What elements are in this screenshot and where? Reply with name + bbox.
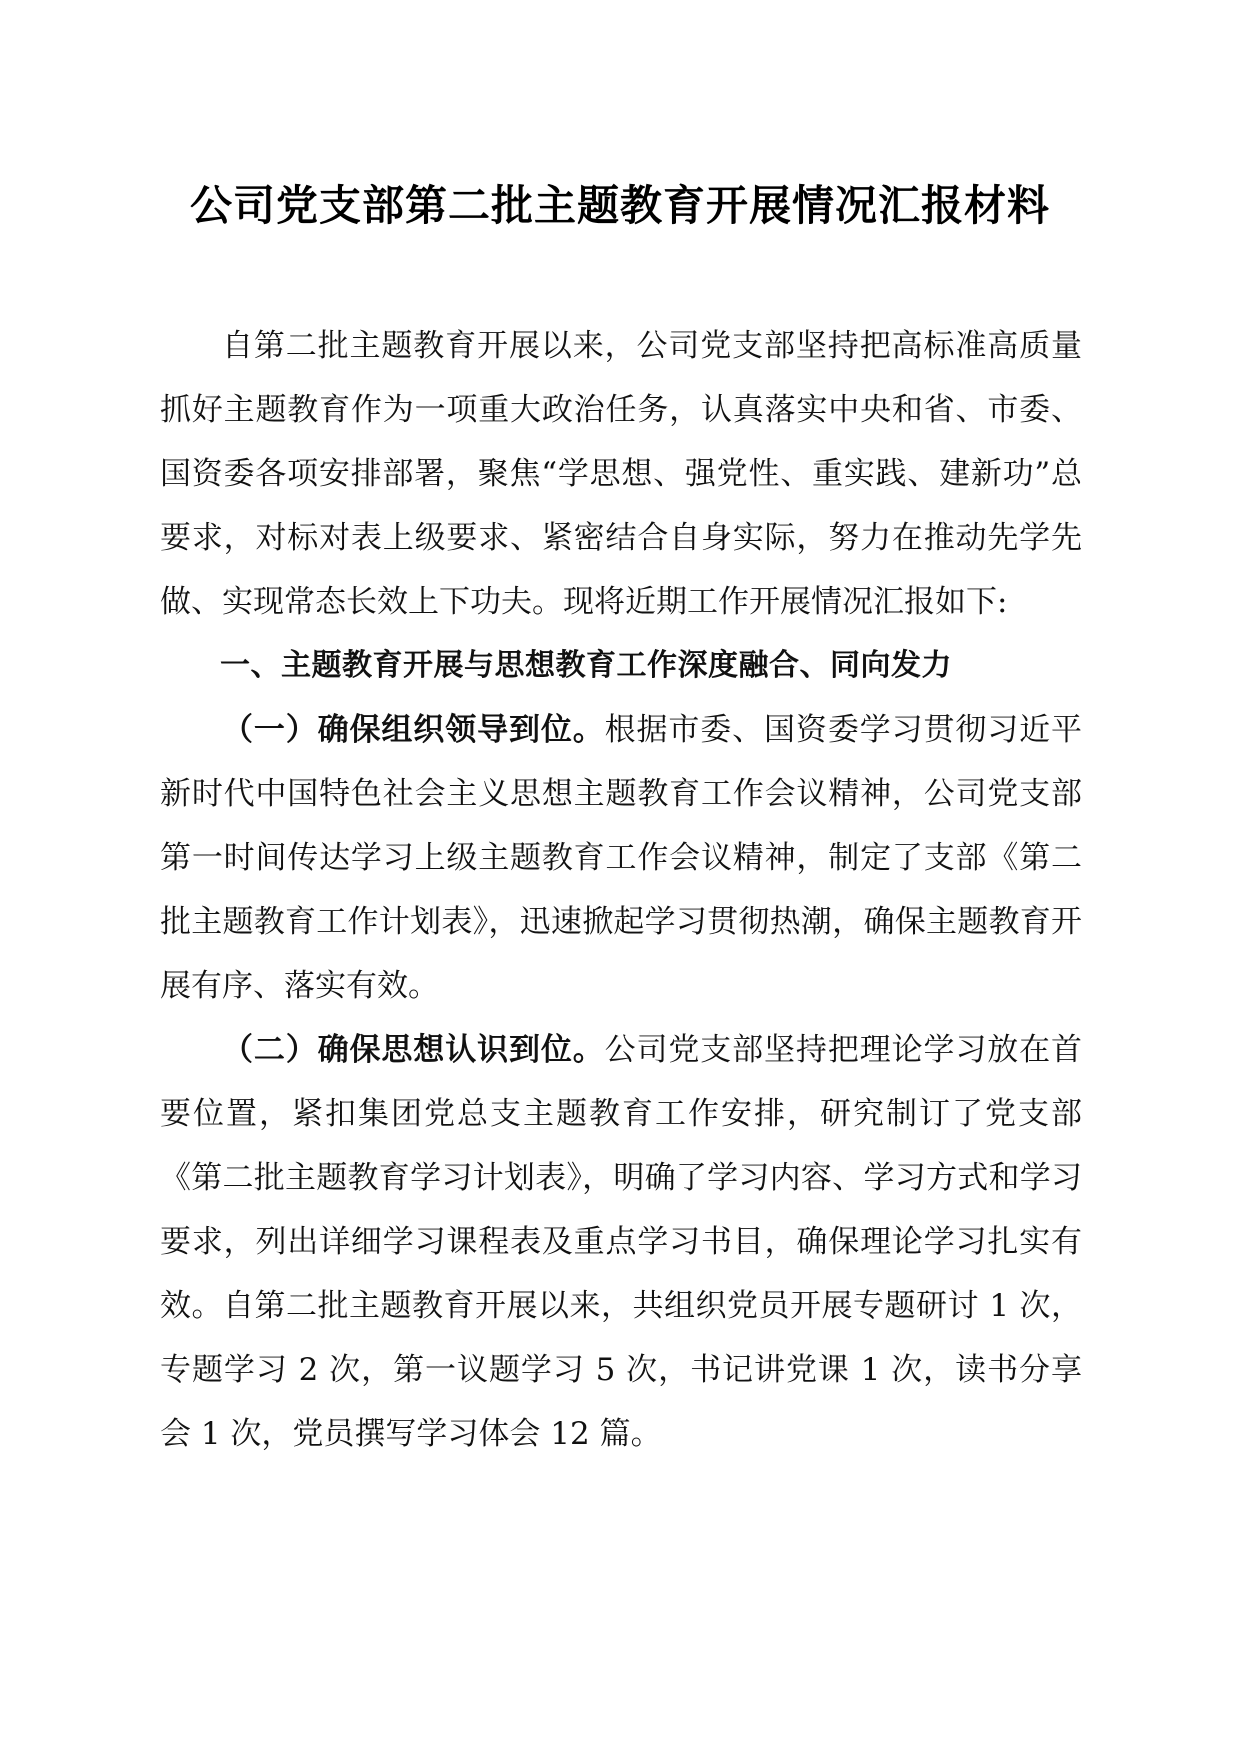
subsection-paragraph-2 xyxy=(160,1018,1082,1466)
subsection-lead-1: （一）确保组织领导到位。 xyxy=(222,712,605,748)
document-body xyxy=(160,314,1082,1466)
subsection-lead-2: （二）确保思想认识到位。 xyxy=(222,1032,605,1068)
subsection-text-2: 公司党支部坚持把理论学习放在首要位置，紧扣集团党总支主题教育工作安排，研究制订了党支部《第二批主题教育学习计划表》，明确了学习内容、学习方式和学习要求，列出详细学习课程表及重点学习书目，确保理论学习扎实有效。自第二批主题教育开展以来，共组织党员开展专题研讨 1 次，专题学习 2 次，第一议题学习 5 次，书记讲党课 1 次，读书分享会 1 次，党员撰写学习体会 12 篇。 xyxy=(160,1032,1083,1452)
subsection-paragraph-1 xyxy=(160,698,1082,1018)
intro-paragraph: 自第二批主题教育开展以来，公司党支部坚持把高标准高质量抓好主题教育作为一项重大政治任务，认真落实中央和省、市委、国资委各项安排部署，聚焦“学思想、强党性、重实践、建新功”总要求，对标对表上级要求、紧密结合自身实际，努力在推动先学先做、实现常态长效上下功夫。现将近期工作开展情况汇报如下: xyxy=(160,328,1082,620)
subsection-text-1: 根据市委、国资委学习贯彻习近平新时代中国特色社会主义思想主题教育工作会议精神，公司党支部第一时间传达学习上级主题教育工作会议精神，制定了支部《第二批主题教育工作计划表》，迅速掀起学习贯彻热潮，确保主题教育开展有序、落实有效。 xyxy=(160,712,1083,1004)
document-title: 公司党支部第二批主题教育开展情况汇报材料 xyxy=(189,181,1050,230)
section-heading: 一、主题教育开展与思想教育工作深度融合、同向发力 xyxy=(220,648,952,683)
